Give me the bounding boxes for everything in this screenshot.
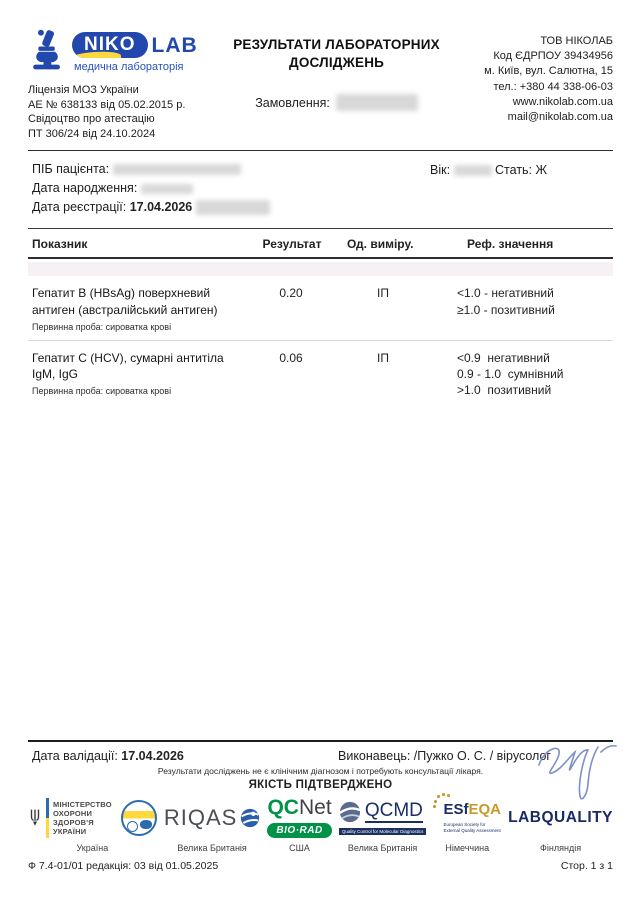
executor-line: Виконавець: /Пужко О. С. / вірусолог (338, 749, 551, 763)
logo-country: Велика Британія (177, 843, 247, 853)
test-name-cell (32, 350, 257, 399)
license-line-2: АЕ № 638133 від 05.02.2015 р. (28, 98, 186, 111)
test-name-cell (32, 285, 257, 333)
col-header-reference: Реф. значення (467, 237, 554, 252)
labquality-wordmark: LABQUALITY (508, 809, 613, 826)
sex-value: Ж (535, 163, 548, 178)
logo-qcmd (339, 797, 427, 853)
moz-line: ОХОРОНИ (53, 809, 93, 818)
company-address: м. Київ, вул. Салютна, 15 (484, 65, 613, 78)
validation-date: 17.04.2026 (121, 749, 184, 763)
logo-moz-ukraine (28, 797, 157, 853)
registration-label: Дата реєстрації: (32, 199, 127, 214)
riqas-wordmark: RIQAS (163, 805, 238, 830)
redacted-registration-time (196, 200, 270, 215)
nikolab-logo (28, 28, 227, 73)
brand-tagline: медична лабораторія (74, 61, 184, 73)
sex-label: Стать: (495, 163, 533, 178)
moz-line: МІНІСТЕРСТВО (53, 800, 112, 809)
qcnet-net-text: Net (298, 796, 332, 819)
validation-label: Дата валідації: (32, 749, 118, 763)
brand-text (72, 32, 198, 73)
reference-line: >1.0 позитивний (457, 383, 552, 398)
unit-value: ІП (377, 350, 389, 365)
logo-country: Фінляндія (540, 843, 582, 853)
patient-name-label: ПІБ пацієнта: (32, 162, 110, 177)
qcmd-subtext: Quality Control for Molecular Diagnostics (339, 828, 427, 835)
esfeqa-eqa-text: EQA (468, 801, 501, 819)
col-header-unit: Од. виміру. (347, 237, 414, 252)
patient-info-section (28, 151, 613, 228)
results-table (28, 231, 613, 405)
redacted-order-number (336, 94, 418, 111)
company-name: ТОВ НІКОЛАБ (540, 35, 613, 47)
qcmd-swirl-icon (339, 801, 361, 823)
biorad-wordmark: BIO·RAD (267, 823, 331, 838)
reference-values (457, 350, 613, 399)
sample-note: Первинна проба: сироватка крові (32, 386, 172, 397)
logo-esfeqa (433, 797, 501, 853)
result-value: 0.20 (279, 286, 303, 301)
qcmd-wordmark: QCMD (365, 801, 423, 824)
report-header (28, 28, 613, 141)
patient-birth-label: Дата народження: (32, 180, 138, 195)
footer-divider (28, 740, 613, 742)
page-number: Стор. 1 з 1 (560, 860, 613, 872)
trident-icon (28, 805, 42, 831)
table-group-band (28, 262, 613, 276)
company-phone: тел.: +380 44 338-06-03 (493, 80, 613, 93)
reference-line: <1.0 - негативний (457, 286, 554, 301)
license-line-1: Ліцензія МОЗ України (28, 84, 139, 96)
table-row (28, 276, 613, 340)
license-line-4: ПТ 306/24 від 24.10.2024 (28, 127, 156, 140)
reference-line: ≥1.0 - позитивний (457, 302, 555, 317)
sample-note: Первинна проба: сироватка крові (32, 321, 172, 332)
esfeqa-subtext: External Quality Assessment (443, 828, 501, 833)
esfeqa-esf-text: ESf (443, 801, 469, 819)
brand-niko-text: NIKO (84, 34, 136, 55)
col-header-result: Результат (262, 237, 322, 252)
moz-line: ЗДОРОВ'Я (53, 818, 94, 827)
test-name: Гепатит B (HBsAg) поверхневий антиген (австралійський антиген) (32, 286, 218, 317)
flag-bar (46, 798, 49, 838)
executor-signature (531, 735, 623, 807)
patient-birth-line (32, 179, 613, 198)
company-info-block (446, 28, 613, 141)
table-header-divider (28, 257, 613, 259)
form-code: Ф 7.4-01/01 редакція: 03 від 01.05.2025 (28, 860, 219, 872)
company-code: Код ЄДРПОУ 39434956 (493, 50, 613, 63)
logo-country: Велика Британія (347, 843, 418, 853)
order-label: Замовлення: (255, 95, 330, 110)
order-line (227, 94, 446, 111)
accreditation-logos-row (28, 797, 613, 853)
logo-country: США (289, 843, 310, 853)
moz-line: УКРАЇНИ (53, 827, 87, 836)
patient-age-sex-line (430, 161, 547, 180)
registration-date: 17.04.2026 (129, 199, 193, 214)
table-header-row (28, 231, 613, 257)
patient-registration-line (32, 198, 613, 217)
redacted-age (454, 165, 492, 176)
qcnet-qc-text: QC (267, 796, 299, 819)
table-row (28, 340, 613, 406)
disclaimer-text: Результати досліджень не є клінічним діагнозом і потребують консультації лікаря. (157, 766, 484, 776)
reference-line: <0.9 негативний (457, 350, 550, 365)
redacted-patient-name (113, 164, 241, 175)
moz-text (53, 800, 112, 836)
logo-country: Німеччина (445, 843, 490, 853)
logo-riqas (164, 797, 260, 853)
bottom-meta-row (28, 860, 613, 872)
redacted-birth-date (141, 184, 193, 194)
test-name: Гепатит C (HCV), сумарні антитіла IgM, IgG (32, 350, 224, 382)
report-footer (28, 740, 613, 853)
result-value: 0.06 (279, 350, 303, 365)
brand-lab-text: LAB (151, 33, 198, 57)
validation-line (32, 749, 184, 763)
esfeqa-subtext: European Society for (443, 822, 486, 828)
header-brand-block (28, 28, 227, 141)
reference-values (457, 285, 613, 333)
col-header-indicator: Показник (32, 237, 88, 252)
company-website: www.nikolab.com.ua (512, 95, 613, 108)
esfeqa-dots-icon (433, 793, 455, 815)
license-block (28, 83, 227, 141)
patient-divider (28, 228, 613, 229)
validation-row (28, 749, 613, 763)
header-title-block (227, 28, 446, 141)
globe-icon (240, 808, 260, 828)
license-line-3: Свідоцтво про атестацію (28, 113, 155, 126)
document-title: РЕЗУЛЬТАТИ ЛАБОРАТОРНИХ ДОСЛІДЖЕНЬ (233, 37, 440, 71)
age-label: Вік: (430, 163, 451, 178)
company-email: mail@nikolab.com.ua (507, 110, 613, 123)
microscope-icon (28, 28, 66, 72)
unit-value: ІП (377, 286, 389, 301)
logo-qcnet-biorad (267, 797, 331, 853)
logo-country: Україна (76, 843, 109, 853)
reference-line: 0.9 - 1.0 сумнівний (457, 367, 564, 382)
niko-wordmark (72, 32, 148, 58)
certification-badge-icon (121, 800, 157, 836)
quality-confirmed-title: ЯКІСТЬ ПІДТВЕРДЖЕНО (248, 779, 393, 791)
